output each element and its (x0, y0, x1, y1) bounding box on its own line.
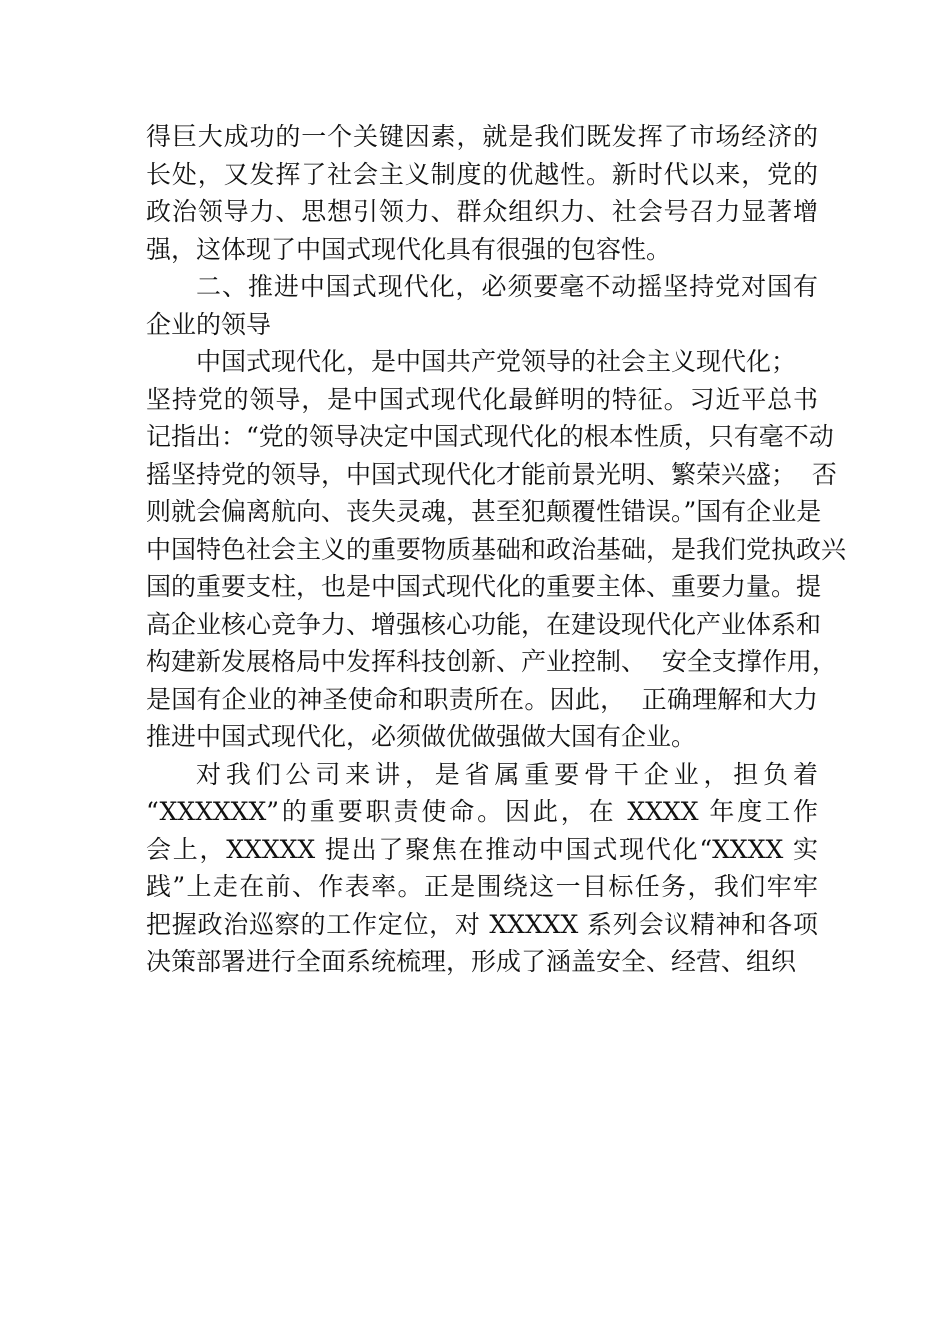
text-line: 是国有企业的神圣使命和职责所在。因此， 正确理解和大力 (146, 684, 818, 714)
text-line: 记指出：“党的领导决定中国式现代化的根本性质，只有毫不动 (146, 422, 834, 451)
text-line: “XXXXXX”的重要职责使命。因此，在 XXXX 年度工作 (146, 797, 818, 826)
text-line: 把握政治巡察的工作定位，对 XXXXX 系列会议精神和各项 (146, 909, 818, 939)
text-line: 推进中国式现代化，必须做优做强做大国有企业。 (146, 722, 697, 751)
text-line: 中国特色社会主义的重要物质基础和政治基础，是我们党执政兴 (146, 534, 847, 564)
text-line: 政治领导力、思想引领力、群众组织力、社会号召力显著增 (146, 197, 818, 226)
document-body (146, 118, 847, 981)
text-line: 强，这体现了中国式现代化具有很强的包容性。 (146, 234, 672, 264)
text-line: 坚持党的领导，是中国式现代化最鲜明的特征。习近平总书 (146, 384, 818, 414)
text-line: 则就会偏离航向、丧失灵魂，甚至犯颠覆性错误。”国有企业是 (146, 497, 822, 526)
text-line: 国的重要支柱，也是中国式现代化的重要主体、重要力量。提 (146, 572, 822, 601)
text-line: 构建新发展格局中发挥科技创新、产业控制、 安全支撑作用， (146, 647, 837, 676)
text-line: 决策部署进行全面系统梳理，形成了涵盖安全、经营、组织 (146, 947, 797, 976)
section-heading-line: 企业的领导 (146, 309, 272, 339)
text-line: 高企业核心竞争力、增强核心功能，在建设现代化产业体系和 (146, 609, 822, 639)
text-line: 得巨大成功的一个关键因素，就是我们既发挥了市场经济的 (146, 122, 818, 151)
text-line: 践”上走在前、作表率。正是围绕这一目标任务，我们牢牢 (146, 872, 818, 901)
text-line: 长处，又发挥了社会主义制度的优越性。新时代以来，党的 (146, 159, 818, 189)
text-line: 中国式现代化，是中国共产党领导的社会主义现代化； (196, 347, 797, 376)
text-line: 对我们公司来讲，是省属重要骨干企业，担负着 (196, 759, 818, 789)
section-heading-line: 二、推进中国式现代化，必须要毫不动摇坚持党对国有 (196, 272, 818, 301)
text-line: 会上，XXXXX 提出了聚焦在推动中国式现代化“XXXX 实 (146, 834, 818, 864)
text-line: 摇坚持党的领导，中国式现代化才能前景光明、繁荣兴盛； 否 (146, 459, 837, 489)
